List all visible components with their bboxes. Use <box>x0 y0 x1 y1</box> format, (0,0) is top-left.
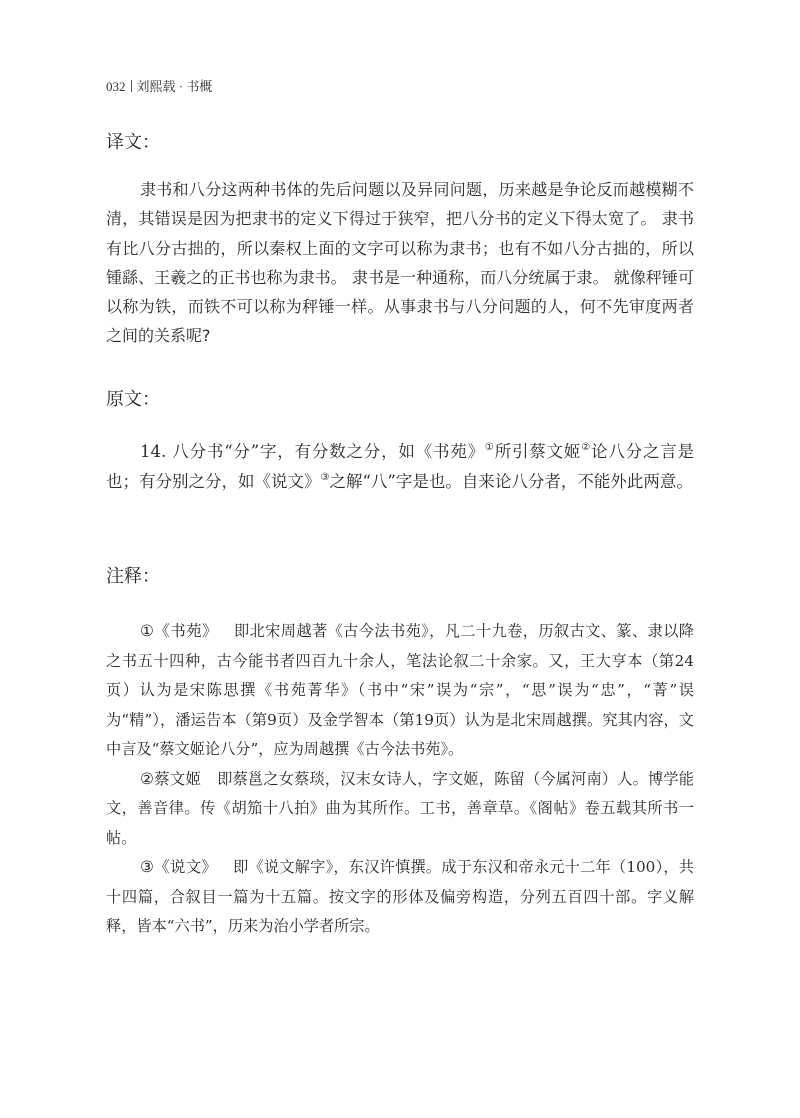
original-text-part: 之解“八”字是也。自来论八分者，不能外此两意。 <box>329 472 693 491</box>
note-text: 即北宋周越著《古今法书苑》，凡二十九卷，历叙古文、篆、隶以降之书五十四种，古今能书者四百九十余人，笔法论叙二十余家。又，王大亨本（第24页）认为是宋陈思撰《书苑菁华》（书中“宋”误为“宗”，“思”误为“忠”，“菁”误为“精”），潘运告本（第9页）及金学智本（第19页）认为是北宋周越撰。究其内容，文中言及“蔡文姬论八分”，应为周越撰《古今法书苑》。 <box>106 622 694 758</box>
header-divider <box>131 80 132 92</box>
notes-heading: 注释： <box>106 566 160 587</box>
original-heading: 原文： <box>106 389 160 410</box>
note-item <box>106 617 694 765</box>
note-term: ③《说文》 <box>140 858 218 876</box>
note-item <box>106 853 694 942</box>
note-term: ①《书苑》 <box>140 622 218 640</box>
original-text-part: 所引蔡文姬 <box>494 442 582 461</box>
footnote-mark-3: ③ <box>320 472 330 483</box>
footnote-mark-1: ① <box>484 442 495 453</box>
original-text-part: 论八分之言是也；有分别之分，如《说文》 <box>106 442 695 491</box>
book-title: 刘熙载 · 书概 <box>136 79 213 94</box>
original-paragraph <box>106 437 694 497</box>
note-text: 即《说文解字》，东汉许慎撰。成于东汉和帝永元十二年（100），共十四篇，合叙目一篇为十五篇。按文字的形体及偏旁构造，分列五百四十部。字义解释，皆本“六书”，历来为治小学者所宗。 <box>106 858 694 935</box>
note-term: ②蔡文姬 <box>140 769 202 788</box>
original-text-part: 14. 八分书“分”字，有分数之分，如《书苑》 <box>140 442 485 461</box>
page-number: 032 <box>106 79 126 94</box>
footnote-mark-2: ② <box>581 442 592 453</box>
running-header <box>106 76 212 95</box>
note-text: 即蔡邕之女蔡琰，汉末女诗人，字文姬，陈留（今属河南）人。博学能文，善音律。传《胡笳十八拍》曲为其所作。工书，善章草。《阁帖》卷五载其所书一帖。 <box>106 769 694 847</box>
translation-heading: 译文： <box>106 132 160 153</box>
note-item <box>106 765 694 854</box>
notes-list <box>106 617 694 942</box>
translation-paragraph: 隶书和八分这两种书体的先后问题以及异同问题，历来越是争论反而越模糊不清，其错误是因为把隶书的定义下得过于狭窄，把八分书的定义下得太宽了。 隶书有比八分古拙的，所以秦权上面的文字可以称为隶书；也有不如八分古拙的，所以锺繇、王羲之的正书也称为隶书。 隶书是一种通称，而八分统属于隶。 就像秤锤可以称为铁，而铁不可以称为秤锤一样。从事隶书与八分问题的人，何不先审度两者之间的关系呢? <box>106 180 694 346</box>
